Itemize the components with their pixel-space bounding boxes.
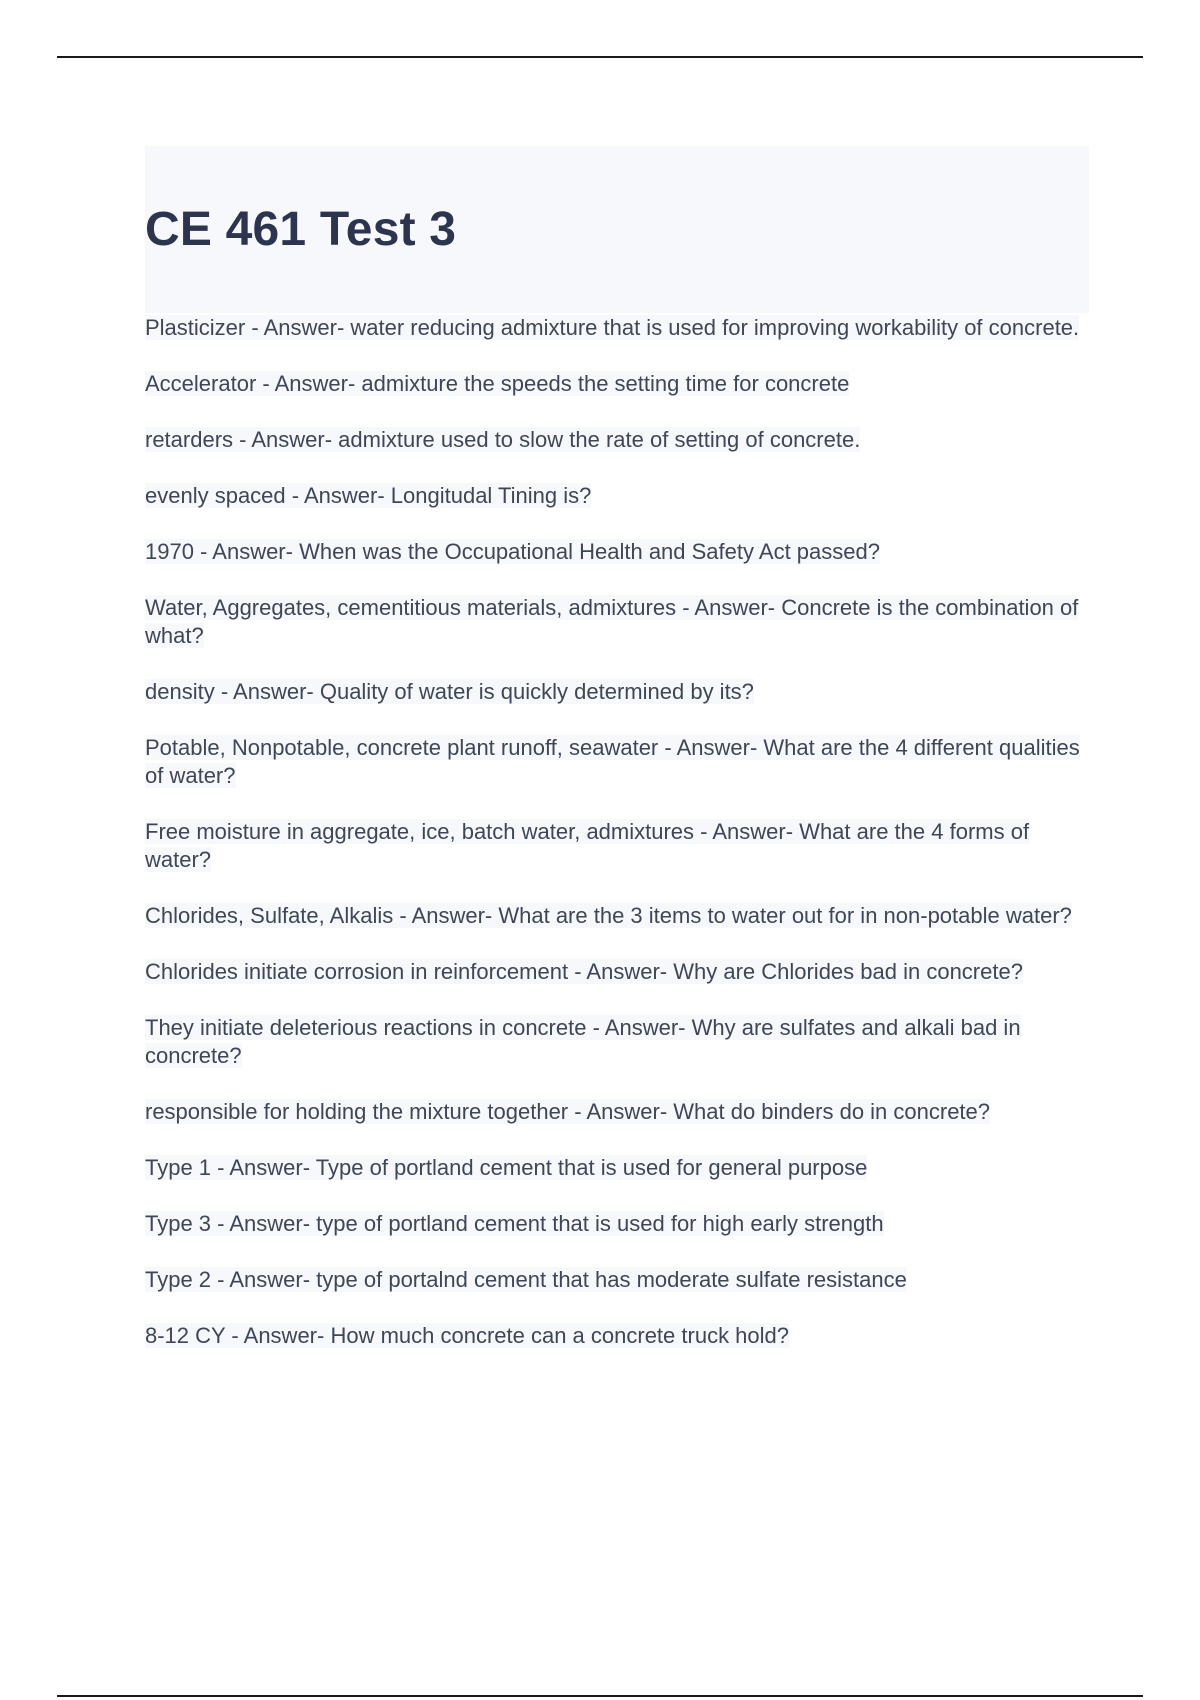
- qa-item-text: evenly spaced - Answer- Longitudal Tining is?: [145, 483, 592, 508]
- qa-item: [145, 1098, 1095, 1126]
- qa-item: [145, 538, 1095, 566]
- qa-item-text: Type 1 - Answer- Type of portland cement that is used for general purpose: [145, 1155, 868, 1180]
- qa-item: [145, 1154, 1095, 1182]
- bottom-rule: [57, 1695, 1143, 1697]
- qa-item-text: Free moisture in aggregate, ice, batch water, admixtures - Answer- What are the 4 forms of water?: [145, 819, 1030, 872]
- qa-item: [145, 426, 1095, 454]
- qa-item-text: Potable, Nonpotable, concrete plant runoff, seawater - Answer- What are the 4 different qualities of water?: [145, 735, 1080, 788]
- qa-item: [145, 314, 1095, 342]
- qa-item: [145, 1266, 1095, 1294]
- qa-item: [145, 482, 1095, 510]
- qa-item-text: density - Answer- Quality of water is quickly determined by its?: [145, 679, 754, 704]
- qa-item-text: 8-12 CY - Answer- How much concrete can a concrete truck hold?: [145, 1323, 790, 1348]
- qa-item-text: Chlorides, Sulfate, Alkalis - Answer- What are the 3 items to water out for in non-potable water?: [145, 903, 1072, 928]
- qa-item-text: Chlorides initiate corrosion in reinforcement - Answer- Why are Chlorides bad in concrete?: [145, 959, 1023, 984]
- qa-item-text: Accelerator - Answer- admixture the speeds the setting time for concrete: [145, 371, 850, 396]
- qa-item: [145, 1014, 1095, 1070]
- qa-item-text: Type 3 - Answer- type of portland cement that is used for high early strength: [145, 1211, 884, 1236]
- qa-item-text: Type 2 - Answer- type of portalnd cement that has moderate sulfate resistance: [145, 1267, 907, 1292]
- qa-item-text: 1970 - Answer- When was the Occupational Health and Safety Act passed?: [145, 539, 880, 564]
- qa-item: [145, 902, 1095, 930]
- qa-item-text: responsible for holding the mixture together - Answer- What do binders do in concrete?: [145, 1099, 991, 1124]
- top-rule: [57, 56, 1143, 58]
- qa-item-text: retarders - Answer- admixture used to slow the rate of setting of concrete.: [145, 427, 861, 452]
- qa-item: [145, 818, 1095, 874]
- qa-item: [145, 958, 1095, 986]
- qa-item: [145, 678, 1095, 706]
- qa-item-text: They initiate deleterious reactions in concrete - Answer- Why are sulfates and alkali bad in concrete?: [145, 1015, 1021, 1068]
- qa-item-text: Plasticizer - Answer- water reducing admixture that is used for improving workability of concrete.: [145, 315, 1080, 340]
- qa-item: [145, 370, 1095, 398]
- qa-list: [145, 314, 1095, 1378]
- page-title: CE 461 Test 3: [145, 203, 457, 256]
- qa-item: [145, 1210, 1095, 1238]
- qa-item: [145, 1322, 1095, 1350]
- qa-item-text: Water, Aggregates, cementitious materials, admixtures - Answer- Concrete is the combination of what?: [145, 595, 1079, 648]
- qa-item: [145, 734, 1095, 790]
- qa-item: [145, 594, 1095, 650]
